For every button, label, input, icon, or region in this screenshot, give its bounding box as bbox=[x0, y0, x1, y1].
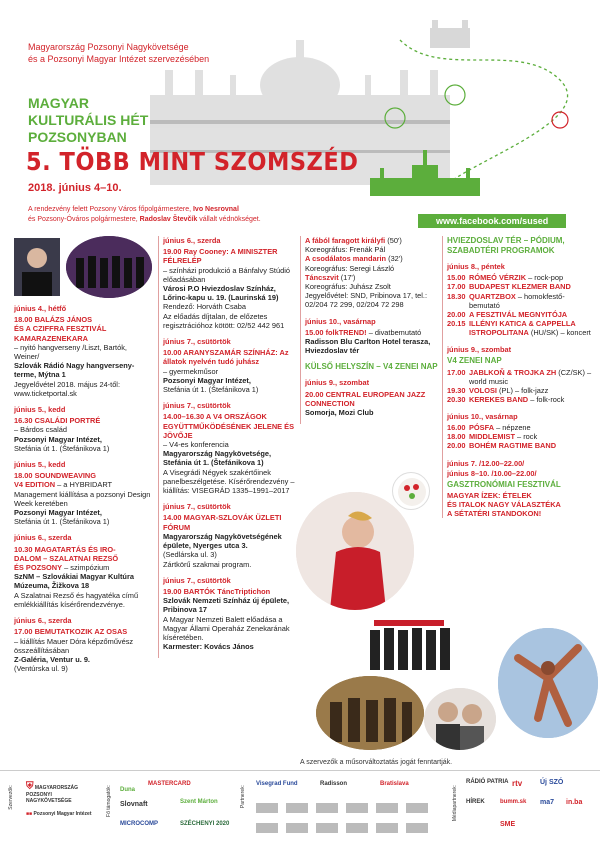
title-line: POZSONYBAN bbox=[28, 129, 127, 145]
ballet-part bbox=[305, 273, 438, 282]
event-address: (Sedlárska ul. 3) bbox=[163, 550, 217, 560]
program-column-3 bbox=[300, 236, 438, 424]
event-time: 20.30 bbox=[447, 395, 466, 405]
event-venue: Szlovák Rádió Nagy hangverseny-terme, Mýtna 1 bbox=[14, 361, 135, 380]
event-venue: Pozsonyi Magyar Intézet, bbox=[14, 434, 102, 444]
event-address: Stefánia út 1. (Štefánikova 1) bbox=[14, 517, 110, 527]
singer-photo bbox=[296, 492, 414, 610]
event-day: június 5., kedd bbox=[14, 460, 66, 470]
event-desc: – szimpózium bbox=[64, 563, 110, 573]
event-day: június 9., szombat bbox=[305, 378, 370, 388]
event-title: V4 EDITION bbox=[14, 480, 56, 490]
event-item bbox=[305, 317, 438, 356]
event-note: Az előadás díjtalan, de előzetes regisztrációhoz kötött: 02/52 442 961 bbox=[163, 311, 285, 330]
event-title: MAGYAR-SZLOVÁK ÜZLETI FÓRUM bbox=[163, 513, 282, 532]
ballet-duration: (32') bbox=[388, 254, 403, 264]
ballet-part bbox=[305, 254, 438, 263]
institute-logo: ■■ Pozsonyi Magyar Intézet bbox=[26, 811, 92, 817]
event-time: 18.00 bbox=[447, 432, 466, 442]
event-note: A Szalatnai Rezső és hagyatéka című emlékkiállítás kísérőrendezvénye. bbox=[14, 590, 139, 609]
ballet-title: A fából faragott királyfi bbox=[305, 236, 386, 245]
event-note: Jegyelővétel 2018. május 24-től: www.ticketportal.sk bbox=[14, 379, 120, 398]
event-desc: – V4-es konferencia bbox=[163, 440, 229, 450]
photos-row bbox=[14, 236, 154, 298]
event-title: SOUNDWEAVING bbox=[34, 471, 97, 481]
hirek-logo: HÍREK bbox=[466, 799, 485, 805]
festival-text: MAGYAR ÍZEK: ÉTELEK bbox=[447, 490, 532, 500]
event-address: Stefánia út 1. (Štefánikova 1) bbox=[14, 443, 110, 453]
performer-genre: – rock-pop bbox=[528, 273, 564, 283]
folk-band-photo bbox=[316, 676, 424, 750]
event-conductor: Karmester: Kovács János bbox=[163, 642, 254, 652]
festival-title: 5. TÖBB MINT SZOMSZÉD bbox=[26, 147, 359, 176]
patron-text: A rendezvény felett Pozsony Város főpolgármestere, bbox=[28, 206, 193, 213]
bumm-logo: bumm.sk bbox=[500, 799, 527, 805]
microcomp-logo: MICROCOMP bbox=[120, 821, 158, 827]
event-time: 19.00 bbox=[163, 586, 182, 596]
event-time: 14.00 bbox=[163, 513, 182, 523]
org-line: Magyarország Pozsonyi Nagykövetsége bbox=[28, 42, 189, 52]
event-desc: A Magyar Nemzeti Balett előadása a Magyar Állami Operaház Zenekarának kíséretében. bbox=[163, 614, 290, 642]
dancers-photo bbox=[498, 628, 598, 738]
festival-date: június 8–10. /10.00–22.00/ bbox=[447, 468, 537, 478]
event-time: 17.00 bbox=[447, 367, 466, 377]
ticket-info: Jegyelővétel: SND, Pribinova 17, tel.: 02/204 72 299, 02/204 72 298 bbox=[305, 291, 428, 310]
duo-photo bbox=[424, 688, 496, 750]
event-day: június 10., vasárnap bbox=[447, 411, 518, 421]
event-item bbox=[305, 378, 438, 417]
event-venue: Városi P.O Hviezdoslav Színház, Lőrinc-kapu u. 19. (Laurinská 19) bbox=[163, 284, 279, 303]
title-line: MAGYAR bbox=[28, 95, 89, 111]
event-time: 17.00 bbox=[447, 282, 466, 292]
ballet-title: A csodálatos mandarin bbox=[305, 254, 387, 264]
event-time: 19.30 bbox=[447, 386, 466, 396]
stage-item bbox=[447, 441, 592, 450]
event-venue: Z-Galéria, Ventur u. 9. bbox=[14, 654, 90, 664]
patron-name: Radoslav Števčík bbox=[139, 216, 198, 223]
event-desc: – nyitó hangverseny /Liszt, Bartók, Weiner/ bbox=[14, 342, 127, 362]
rtv-logo: rtv bbox=[512, 779, 523, 788]
performer-name: JABLKOŇ & TROJKA ZH bbox=[469, 367, 557, 377]
event-item bbox=[163, 401, 296, 495]
performer-name: KEREKES BAND bbox=[469, 395, 529, 405]
performer-name: VOLOSI bbox=[469, 386, 497, 396]
patron-text: és Pozsony-Óváros polgármestere, bbox=[28, 216, 140, 223]
event-time: 18.00 bbox=[14, 315, 33, 325]
performer-photo bbox=[14, 238, 60, 296]
performer-genre: – folk-rock bbox=[530, 395, 565, 405]
stage-item bbox=[447, 395, 592, 404]
event-desc: – színházi produkció a Bánfalvy Stúdió előadásában bbox=[163, 265, 290, 284]
embassy-logo: ⛨ MAGYARORSZÁG POZSONYI NAGYKÖVETSÉGE bbox=[26, 781, 79, 804]
event-day: június 10., vasárnap bbox=[305, 316, 376, 326]
event-time: 20.15 bbox=[447, 319, 466, 329]
event-venue: SzNM – Szlovákiai Magyar Kultúra Múzeuma, Žižkova 18 bbox=[14, 572, 134, 591]
org-line: és a Pozsonyi Magyar Intézet szervezésében bbox=[28, 54, 210, 64]
program-column-1 bbox=[14, 236, 154, 680]
bratislava-logo: Bratislava bbox=[380, 781, 409, 787]
festival-text: ÉS ITALOK NAGY VÁLASZTÉKA bbox=[447, 500, 561, 510]
festival-name: GASZTRONÓMIAI FESZTIVÁL bbox=[447, 479, 561, 489]
event-title: MAGATARTÁS ÉS IRO- bbox=[34, 544, 116, 554]
disclaimer: A szervezők a műsorváltoztatás jogát fenntartják. bbox=[300, 759, 453, 766]
performer-name: MIDDLEMIST bbox=[469, 432, 515, 442]
event-venue: Magyarország Nagykövetségének épülete, Nyerges utca 3. bbox=[163, 531, 282, 551]
event-director: Rendező: Horváth Csaba bbox=[163, 302, 246, 312]
event-title: ÉS POZSONY bbox=[14, 563, 63, 573]
event-venue: Pozsonyi Magyar Intézet, bbox=[163, 375, 251, 385]
event-venue: Pozsonyi Magyar Intézet, bbox=[14, 508, 102, 518]
orchestra-photo bbox=[66, 236, 152, 298]
event-time: 14.00–16.30 bbox=[163, 412, 205, 422]
event-title: KAMARAZENEKARA bbox=[14, 333, 88, 343]
event-note: A Visegrádi Négyek szakértőinek panelbeszélgetése. Kísérőrendezvény – kiállítás: VISEGRÁD 1335–1991–2017 bbox=[163, 467, 295, 496]
event-title: Ray Cooney: A MINISZTER FÉLRELÉP bbox=[163, 247, 278, 266]
event-title: ÉS A CZIFFRA FESZTIVÁL bbox=[14, 324, 107, 334]
event-desc: – a HYBRIDART Management kiállítása a pozsonyi Design Week keretében bbox=[14, 480, 151, 508]
title-line: KULTURÁLIS HÉT bbox=[28, 112, 149, 128]
event-item bbox=[163, 576, 296, 652]
patron-text: vállalt védnökséget. bbox=[197, 216, 261, 223]
inba-logo: in.ba bbox=[566, 799, 583, 806]
event-title: CSALÁDI PORTRÉ bbox=[34, 416, 101, 426]
stage-item bbox=[447, 386, 592, 395]
performer-genre: (CZ/SK) – world music bbox=[469, 367, 592, 387]
performer-name: A FESZTIVÁL MEGNYITÓJA bbox=[469, 310, 568, 320]
section-title: V4 ZENEI NAP bbox=[447, 355, 502, 365]
performer-genre: – homokfestő-bemutató bbox=[469, 291, 565, 310]
event-desc: – divatbemutató bbox=[368, 327, 422, 337]
event-item bbox=[163, 236, 296, 330]
choreographer: Koreográfus: Juhász Zsolt bbox=[305, 282, 391, 292]
event-address: (Ventúrska ul. 9) bbox=[14, 664, 68, 674]
event-day: június 4., hétfő bbox=[14, 304, 67, 313]
uj-szo-logo: Új SZÓ bbox=[540, 779, 564, 786]
stage-item bbox=[447, 273, 592, 282]
event-venue: Szlovák Nemzeti Színház új épülete, Pribinova 17 bbox=[163, 596, 290, 615]
event-day: június 7., csütörtök bbox=[163, 337, 231, 347]
program-column-2 bbox=[158, 236, 296, 658]
event-title: BEMUTATKOZIK AZ OSAS bbox=[34, 627, 128, 637]
stage-item bbox=[447, 292, 592, 310]
event-desc: – kiállítás Mauer Dóra képzőművész összeállításában bbox=[14, 636, 134, 655]
event-time: 15.00 bbox=[305, 327, 324, 337]
event-item bbox=[14, 460, 154, 526]
stage-item bbox=[447, 319, 592, 337]
event-day: június 7., csütörtök bbox=[163, 502, 231, 512]
choreographer: Koreográfus: Seregi László bbox=[305, 263, 395, 273]
ballet-duration: (50') bbox=[387, 236, 402, 245]
section-line: HVIEZDOSLAV TÉR – PÓDIUM, bbox=[447, 236, 565, 245]
stage-item bbox=[447, 310, 592, 319]
stage-item bbox=[447, 368, 592, 386]
festival-date: június 7. /12.00–22.00/ bbox=[447, 459, 525, 469]
sponsor-label: Partnerek: bbox=[240, 785, 246, 809]
radisson-logo: Radisson bbox=[320, 781, 348, 787]
main-title bbox=[28, 95, 188, 146]
performer-name: QUARTZBOX bbox=[469, 291, 516, 301]
event-time: 16.00 bbox=[447, 422, 466, 432]
event-item bbox=[14, 616, 154, 673]
patronage-text bbox=[28, 205, 358, 225]
festival-text: A SÉTATÉRI STANDOKON! bbox=[447, 509, 542, 519]
event-day: június 6., szerda bbox=[14, 616, 72, 626]
event-day: június 6., szerda bbox=[163, 236, 221, 245]
section-title: KÜLSŐ HELYSZÍN – V4 ZENEI NAP bbox=[305, 362, 438, 372]
embroidery-icon bbox=[392, 472, 430, 510]
sponsor-footer bbox=[0, 770, 600, 849]
visegrad-fund-logo: Visegrad Fund bbox=[256, 781, 298, 787]
gastro-festival bbox=[447, 459, 592, 518]
event-day: június 8., péntek bbox=[447, 262, 505, 271]
festival-dates: 2018. június 4–10. bbox=[28, 182, 122, 194]
event-note: Zártkörű szakmai program. bbox=[163, 559, 252, 569]
ballet-duration: (17') bbox=[340, 272, 356, 282]
performer-name: ILLÉNYI KATICA & CAPPELLA ISTROPOLITANA bbox=[469, 319, 576, 338]
mastercard-logo: MASTERCARD bbox=[148, 781, 191, 787]
choreographer: Koreográfus: Frenák Pál bbox=[305, 245, 386, 255]
event-time: 16.30 bbox=[14, 416, 33, 426]
partner-logos bbox=[256, 801, 446, 841]
stage-item bbox=[447, 432, 592, 441]
event-item bbox=[14, 533, 154, 609]
sponsor-label: Szervezők: bbox=[8, 785, 14, 810]
performer-name: BUDAPEST KLEZMER BAND bbox=[469, 282, 571, 292]
szent-marton-logo: Szent Márton bbox=[180, 799, 218, 805]
event-time: 18.30 bbox=[447, 291, 466, 301]
performer-name: BOHÉM RAGTIME BAND bbox=[469, 441, 557, 451]
event-day: június 6., szerda bbox=[14, 533, 72, 543]
event-desc: – Bárdos család bbox=[14, 425, 67, 435]
szechenyi-logo: SZÉCHENYI 2020 bbox=[180, 821, 230, 827]
section-title bbox=[447, 236, 592, 256]
event-time: 15.00 bbox=[447, 273, 466, 283]
header-banner bbox=[0, 0, 600, 235]
event-title: BALÁZS JÁNOS bbox=[34, 315, 93, 325]
performer-genre: (PL) – folk-jazz bbox=[499, 386, 549, 396]
section-line: SZABADTÉRI PROGRAMOK bbox=[447, 246, 555, 255]
event-address: Stefánia út 1. (Štefánikova 1) bbox=[163, 385, 259, 395]
performer-name: RÓMEÓ VÉRZIK bbox=[469, 273, 527, 283]
performer-genre: – népzene bbox=[496, 422, 531, 432]
event-title: folkTREND! bbox=[325, 327, 367, 337]
organizer-text bbox=[28, 41, 268, 65]
band-photo bbox=[364, 616, 460, 676]
stage-item bbox=[447, 423, 592, 432]
event-time: 10.30 bbox=[14, 544, 33, 554]
event-day: június 5., kedd bbox=[14, 405, 66, 415]
event-venue: Magyarország Nagykövetsége, Stefánia út 1. (Štefánikova 1) bbox=[163, 449, 272, 468]
event-venue: Somorja, Mozi Club bbox=[305, 408, 374, 418]
performer-name: PÓSFA bbox=[469, 422, 495, 432]
event-item bbox=[163, 502, 296, 568]
event-title: CENTRAL EUROPEAN JAZZ CONNECTION bbox=[305, 389, 426, 408]
event-item bbox=[163, 337, 296, 394]
program-column-4 bbox=[442, 236, 592, 518]
event-title: ARANYSZAMÁR SZÍNHÁZ: Az állatok nyelvén tudó juhász bbox=[163, 348, 289, 367]
radio-patria-logo: RÁDIÓ PATRIA bbox=[466, 779, 509, 785]
sme-logo: SME bbox=[500, 821, 516, 828]
event-time: 19.00 bbox=[163, 247, 182, 257]
event-day: június 7., csütörtök bbox=[163, 401, 231, 411]
event-item bbox=[14, 405, 154, 453]
slovnaft-logo: Slovnaft bbox=[120, 801, 148, 808]
patron-name: Ivo Nesrovnal bbox=[192, 206, 239, 213]
event-day: június 9., szombat bbox=[447, 344, 512, 354]
event-time: 20.00 bbox=[447, 310, 466, 320]
sponsor-label: Fő támogatók: bbox=[106, 785, 112, 817]
sponsor-label: Médiapartnerek: bbox=[452, 785, 458, 822]
performer-genre: (HU/SK) – koncert bbox=[530, 328, 591, 338]
event-time: 20.00 bbox=[447, 441, 466, 451]
ma7-logo: ma7 bbox=[540, 799, 555, 806]
event-time: 20.00 bbox=[305, 389, 324, 399]
event-desc: – gyermekműsor bbox=[163, 366, 219, 376]
event-time: 17.00 bbox=[14, 627, 33, 637]
duna-logo: Duna bbox=[120, 787, 135, 793]
event-day: június 7., csütörtök bbox=[163, 575, 231, 585]
event-venue: Radisson Blu Carlton Hotel terasza, Hviezdoslav tér bbox=[305, 337, 431, 356]
event-title: BARTÓK TáncTriptichon bbox=[183, 586, 271, 596]
event-title: DALOM – SZALATNAI REZSŐ bbox=[14, 553, 119, 563]
performer-genre: – rock bbox=[517, 432, 538, 442]
event-title: A V4 ORSZÁGOK EGYÜTTMŰKÖDÉSÉNEK JELENE ÉS JÖVŐJE bbox=[163, 412, 294, 440]
event-item bbox=[14, 304, 154, 398]
ballet-part bbox=[305, 236, 438, 245]
event-time: 10.00 bbox=[163, 348, 182, 358]
ballet-title: Táncszvit bbox=[305, 272, 339, 282]
stage-item bbox=[447, 282, 592, 291]
event-time: 18.00 bbox=[14, 471, 33, 481]
facebook-link[interactable]: www.facebook.com/sused bbox=[418, 214, 566, 228]
